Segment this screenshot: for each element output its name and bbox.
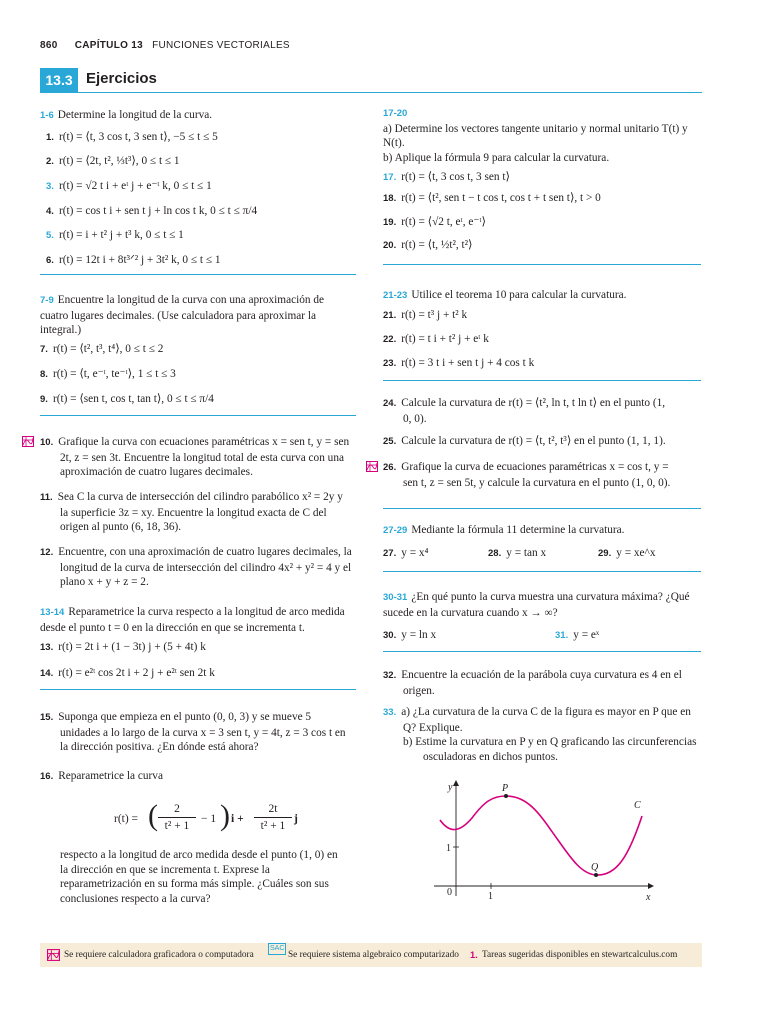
divider [40,415,356,416]
vector-i: i + [231,813,244,825]
paren-open: ( [148,799,158,832]
exercise-32: 32. Encuentre la ecuación de la parábola cuya curvatura es 4 en el origen. [383,669,682,697]
exercise-5: 5. r(t) = i + t² j + t³ k, 0 ≤ t ≤ 1 [46,229,184,241]
footer-legend [40,943,702,967]
exercise-24: 24. Calcule la curvatura de r(t) = ⟨t², ln t, t ln t⟩ en el punto (1, 0, 0). [383,397,666,425]
curve-c [440,796,642,875]
curve-figure [420,778,660,902]
divider [383,508,701,509]
exercise-3: 3. r(t) = √2 t i + eᵗ j + e⁻ᵗ k, 0 ≤ t ≤ 1 [46,180,212,192]
exercise-27: 27. y = x⁴ [383,547,429,559]
chapter-title: FUNCIONES VECTORIALES [152,40,290,51]
homework-number: 1. [470,950,478,960]
graphing-calculator-icon [22,436,34,447]
divider [383,651,701,652]
label-p: P [502,783,509,794]
section-heading [40,68,702,93]
exercise-6: 6. r(t) = 12t i + 8t³ᐟ² j + 3t² k, 0 ≤ t ≤ 1 [46,254,221,266]
graphing-calculator-icon [47,949,60,961]
fraction-2-numerator: 2t [254,802,292,818]
exercise-8: 8. r(t) = ⟨t, e⁻ᵗ, te⁻ᵗ⟩, 1 ≤ t ≤ 3 [40,368,176,380]
group-instruction-21-23: 21-23 Utilice el teorema 10 para calcular la curvatura. [383,289,627,301]
exercise-19: 19. r(t) = ⟨√2 t, eᵗ, e⁻ᵗ⟩ [383,216,486,228]
exercise-21: 21. r(t) = t³ j + t² k [383,309,468,321]
exercise-22: 22. r(t) = t i + t² j + eᵗ k [383,333,489,345]
x-axis-label: x [646,892,651,902]
exercise-18: 18. r(t) = ⟨t², sen t − t cos t, cos t + t sen t⟩, t > 0 [383,192,601,204]
group-instruction-17-20: 17-20 a) Determine los vectores tangente unitario y normal unitario T(t) y N(t). b) Aplique la fórmula 9 para calcular la curvatura. [383,108,688,164]
vector-j: j [294,813,298,825]
exercise-20: 20. r(t) = ⟨t, ½t², t²⟩ [383,239,473,251]
section-number: 13.3 [40,68,78,92]
homework-note: Tareas sugeridas disponibles en stewartcalculus.com [482,950,678,960]
exercise-10: 10. Grafique la curva con ecuaciones paramétricas x = sen t, y = sen 2t, z = sen 3t. Encuentre la longitud total de esta curva con una aproximación de cuatro lugares decimales. [40,436,350,479]
cas-note: Se requiere sistema algebraico computarizado [288,950,459,960]
graphing-note: Se requiere calculadora graficadora o computadora [64,950,254,960]
exercise-26: 26. Grafique la curva de ecuaciones paramétricas x = cos t, y = sen t, z = sen 5t, y calcule la curvatura en el punto (1, 0, 0). [383,461,671,489]
exercise-9: 9. r(t) = ⟨sen t, cos t, tan t⟩, 0 ≤ t ≤ π/4 [40,393,214,405]
fraction-2-denominator: t² + 1 [260,820,286,832]
divider [40,689,356,690]
exercise-11: 11. Sea C la curva de intersección del cilindro parabólico x² = 2y y la superficie 3z = xy. Encuentre la longitud exacta de C del origen al punto (6, 18, 36). [40,491,343,534]
graphing-calculator-icon [366,461,378,472]
y-tick-label: 1 [446,843,451,854]
minus-one: − 1 [201,813,217,825]
x-tick-label: 1 [488,891,493,902]
exercise-1: 1. r(t) = ⟨t, 3 cos t, 3 sen t⟩, −5 ≤ t ≤ 5 [46,131,218,143]
exercise-16: 16. Reparametrice la curva [40,770,163,782]
left-column [40,108,356,124]
exercise-30: 30. y = ln x [383,629,437,641]
exercise-7: 7. r(t) = ⟨t², t³, t⁴⟩, 0 ≤ t ≤ 2 [40,343,164,355]
group-instruction-7-9: 7-9 Encuentre la longitud de la curva con una aproximación de cuatro lugares decimales. (Use calculadora para aproximar la integral.) [40,294,325,337]
point-q [594,873,598,877]
exercise-13: 13. r(t) = 2t i + (1 − 3t) j + (5 + 4t) k [40,641,206,653]
divider [40,274,356,275]
divider [383,380,701,381]
group-instruction-30-31: 30-31 ¿En qué punto la curva muestra una curvatura máxima? ¿Qué sucede en la curvatura cuando x → ∞? [383,591,690,619]
chapter-label: CAPÍTULO 13 [74,40,143,51]
group-instruction-13-14: 13-14 Reparametrice la curva respecto a la longitud de arco medida desde el punto t = 0 en la dirección en que se incrementa t. [40,606,345,634]
fraction-1-numerator: 2 [158,802,196,818]
exercise-16-text: respecto a la longitud de arco medida desde el punto (1, 0) en la dirección en que se incrementa t. Exprese la reparametrización en su forma más simple. ¿Cuáles son sus conclusiones respecto a la curva? [60,849,338,905]
section-title: Ejercicios [86,70,157,87]
exercise-17: 17. r(t) = ⟨t, 3 cos t, 3 sen t⟩ [383,171,510,183]
equation-16 [114,800,314,836]
label-c: C [634,800,641,811]
exercise-28: 28. y = tan x [488,547,547,559]
exercise-29: 29. y = xe^x [598,547,656,559]
cas-icon: SAC [268,943,286,955]
y-axis-label: y [448,782,453,793]
running-header [40,40,290,51]
exercise-14: 14. r(t) = e²ᵗ cos 2t i + 2 j + e²ᵗ sen 2t k [40,667,215,679]
exercise-2: 2. r(t) = ⟨2t, t², ⅓t³⟩, 0 ≤ t ≤ 1 [46,155,180,167]
divider [383,571,701,572]
exercise-15: 15. Suponga que empieza en el punto (0, 0, 3) y se mueve 5 unidades a lo largo de la curva x = 3 sen t, y = 4t, z = 3 cos t en la dirección positiva. ¿En dónde está ahora? [40,711,346,754]
origin-label: 0 [447,887,452,898]
page-number: 860 [40,40,58,51]
exercise-23: 23. r(t) = 3 t i + sen t j + 4 cos t k [383,357,535,369]
exercise-25: 25. Calcule la curvatura de r(t) = ⟨t, t², t³⟩ en el punto (1, 1, 1). [383,435,666,447]
label-q: Q [591,862,599,873]
exercise-33: 33. a) ¿La curvatura de la curva C de la figura es mayor en P que en Q? Explique. b) Estime la curvatura en P y en Q graficando las circunferencias osculadoras en dichos puntos. [383,706,697,763]
x-axis-arrow [648,883,654,889]
exercise-4: 4. r(t) = cos t i + sen t j + ln cos t k, 0 ≤ t ≤ π/4 [46,205,258,217]
eq-lhs: r(t) = [114,813,139,825]
fraction-1-denominator: t² + 1 [164,820,190,832]
divider [383,264,701,265]
group-instruction-1-6: 1-6 Determine la longitud de la curva. [40,109,213,121]
exercise-31: 31. y = eˣ [555,629,600,641]
paren-close: ) [220,799,230,832]
exercise-12: 12. Encuentre, con una aproximación de cuatro lugares decimales, la longitud de la curva de intersección del cilindro 4x² + y² = 4 y el plano x + y + z = 2. [40,546,352,589]
group-instruction-27-29: 27-29 Mediante la fórmula 11 determine la curvatura. [383,524,625,536]
point-p [504,794,508,798]
y-axis-arrow [453,780,459,786]
